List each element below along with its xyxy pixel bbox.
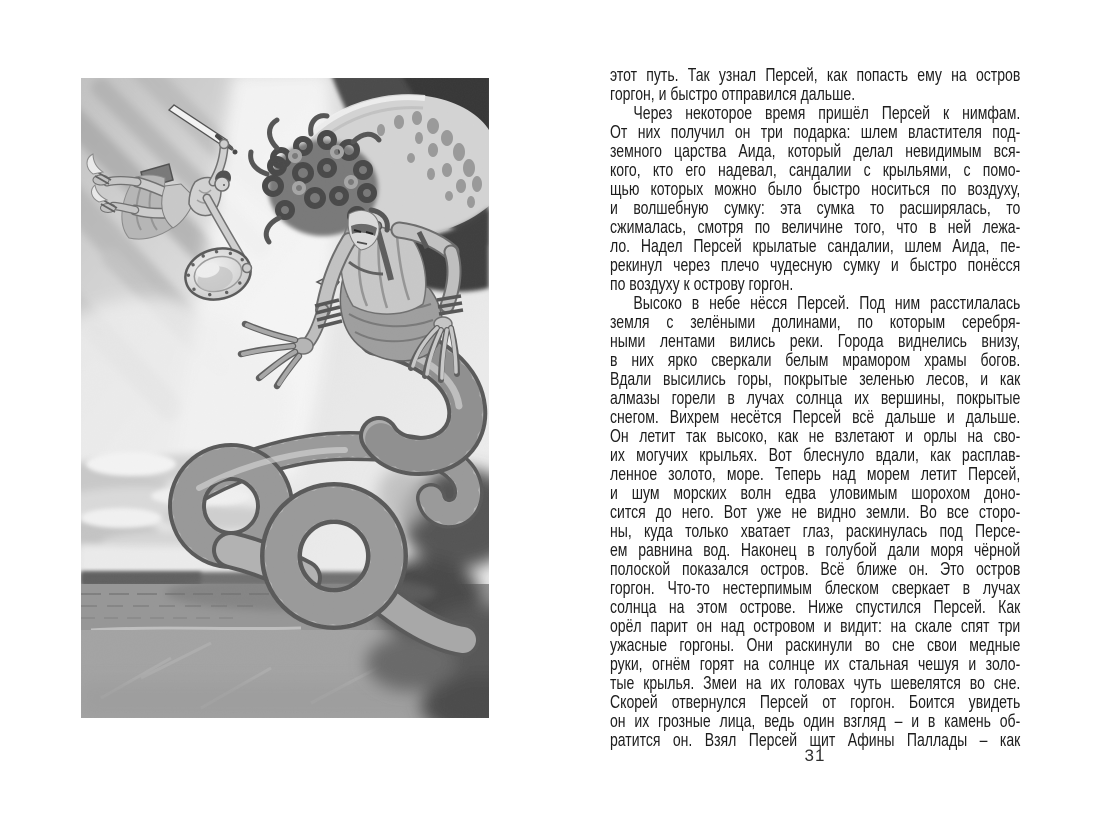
paragraph (610, 66, 1020, 104)
text-column (610, 66, 1020, 750)
paragraph (610, 104, 1020, 294)
text-line: и шум морских волн едва уловимым шорохом доно- (610, 483, 1021, 503)
text-line: земного царства Аида, который делал невидимым вся- (610, 141, 1021, 161)
text-line: он их грозные лица, ведь один взгляд – и в камень об- (610, 711, 1021, 731)
text-line: ем равнина вод. Наконец в голубой дали моря чёрной (610, 540, 1021, 560)
text-line: щью которых можно было быстро носиться по воздуху, (610, 179, 1021, 199)
text-line: горгон, и быстро отправился дальше. (610, 84, 856, 104)
text-line: этот путь. Так узнал Персей, как попасть ему на остров (610, 65, 1021, 85)
text-line: рекинул через плечо чудесную сумку и быстро понёсся (610, 255, 1021, 275)
text-line: От них получил он три подарка: шлем властителя под- (610, 122, 1021, 142)
text-line: руки, огнём горят на солнце их стальная чешуя и золо- (610, 654, 1021, 674)
text-line: сится до него. Вот уже не видно земли. Во все сторо- (610, 502, 1021, 522)
text-line: их могучих крыльях. Вот блеснуло вдали, как расплав- (610, 445, 1021, 465)
text-line: и волшебную сумку: эта сумка то расширялась, то (610, 198, 1021, 218)
text-line: ратится он. Взял Персей щит Афины Паллады – как (610, 730, 1021, 750)
text-line: ленное золото, море. Теперь над морем летит Персей, (610, 464, 1021, 484)
text-line: снегом. Вихрем несётся Персей всё дальше и дальше. (610, 407, 1021, 427)
text-line: ны, куда только хватает глаз, раскинулась под Персе- (610, 521, 1021, 541)
page-number: 31 (804, 746, 826, 765)
text-line: ужасные горгоны. Они раскинули во сне свои медные (610, 635, 1021, 655)
paragraph (610, 294, 1020, 750)
text-line: ными лентами вились реки. Города виднелись внизу, (610, 331, 1021, 351)
text-line: по воздуху к острову горгон. (610, 274, 794, 294)
text-line: полоской показался остров. Всё ближе он. Это остров (610, 559, 1021, 579)
text-line: Вдали высились горы, покрытые зеленью лесов, и как (610, 369, 1021, 389)
text-line: кого, кто его надевал, сандалии с крыльями, с помо- (610, 160, 1021, 180)
text-line: в них ярко сверкали белым мрамором храмы богов. (610, 350, 1021, 370)
text-line: тые крылья. Змеи на их головах чуть шевелятся во сне. (610, 673, 1021, 693)
text-line: горгон. Что-то нестерпимым блеском сверкает в лучах (610, 578, 1021, 598)
text-line: земля с зелёными долинами, по которым серебря- (610, 312, 1021, 332)
text-line: алмазы горели в лучах солнца их вершины, покрытые (610, 388, 1021, 408)
text-line: сжималась, смотря по величине того, что в ней лежа- (610, 217, 1021, 237)
text-line: солнца на этом острове. Ниже спустился Персей. Как (610, 597, 1021, 617)
illustration (81, 78, 489, 718)
paper-grain (81, 78, 489, 718)
text-line: Скорей отвернулся Персей от горгон. Боится увидеть (610, 692, 1021, 712)
text-line: Высоко в небе нёсся Персей. Под ним расстилалась (633, 293, 1021, 313)
text-line: ло. Надел Персей крылатые сандалии, шлем Аида, пе- (610, 236, 1021, 256)
text-line: орёл парит он над островом и видит: на скале спят три (610, 616, 1021, 636)
illustration-drawing (81, 78, 489, 718)
text-line: Он летит так высоко, как не взлетают и орлы на сво- (610, 426, 1021, 446)
text-line: Через некоторое время пришёл Персей к нимфам. (633, 103, 1021, 123)
